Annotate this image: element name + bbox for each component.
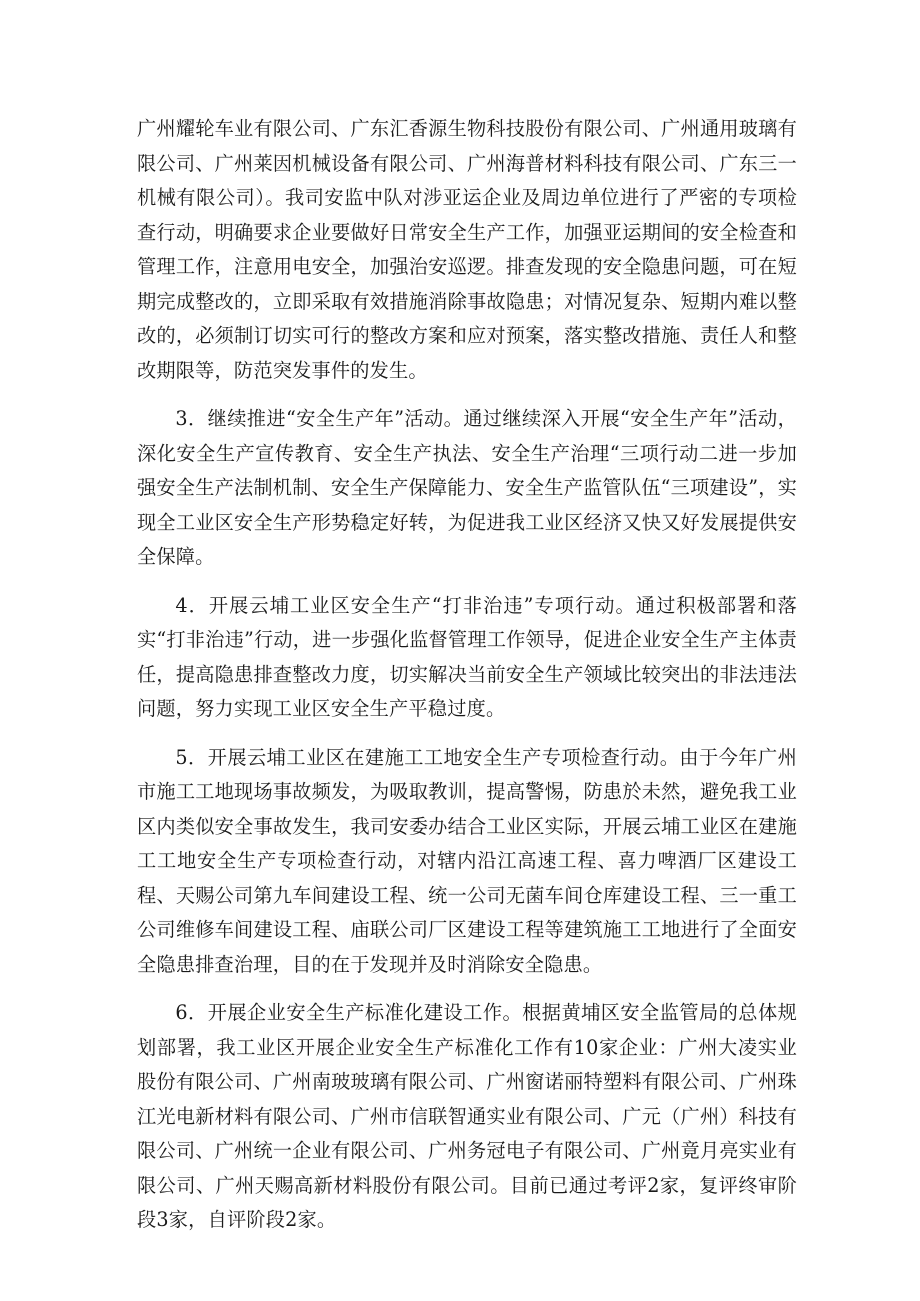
paragraph-item-4: 4．开展云埔工业区安全生产“打非治违”专项行动。通过积极部署和落实“打非治违”行动，进一步强化监督管理工作领导，促进企业安全生产主体责任，提高隐患排查整改力度，切实解决当前安全生产领域比较突出的非法违法问题，努力实现工业区安全生产平稳过度。 [137, 593, 797, 720]
paragraph-continuation: 广州耀轮车业有限公司、广东汇香源生物科技股份有限公司、广州通用玻璃有限公司、广州莱因机械设备有限公司、广州海普材料科技有限公司、广东三一机械有限公司）。我司安监中队对涉亚运企业及周边单位进行了严密的专项检查行动，明确要求企业要做好日常安全生产工作，加强亚运期间的安全检查和管理工作，注意用电安全，加强治安巡逻。排查发现的安全隐患问题，可在短期完成整改的，立即采取有效措施消除事故隐患；对情况复杂、短期内难以整改的，必须制订切实可行的整改方案和应对预案，落实整改措施、责任人和整改期限等，防范突发事件的发生。 [137, 117, 797, 382]
paragraph-item-5: 5．开展云埔工业区在建施工工地安全生产专项检查行动。由于今年广州市施工工地现场事故频发，为吸取教训，提高警惕，防患於未然，避免我工业区内类似安全事故发生，我司安委办结合工业区实际，开展云埔工业区在建施工工地安全生产专项检查行动，对辖内沿江高速工程、喜力啤酒厂区建设工程、天赐公司第九车间建设工程、统一公司无菌车间仓库建设工程、三一重工公司维修车间建设工程、庙联公司厂区建设工程等建筑施工工地进行了全面安全隐患排查治理，目的在于发现并及时消除安全隐患。 [137, 745, 797, 976]
document-body [137, 112, 797, 1252]
paragraph-item-3: 3．继续推进“安全生产年”活动。通过继续深入开展“安全生产年”活动，深化安全生产宣传教育、安全生产执法、安全生产治理“三项行动二进一步加强安全生产法制机制、安全生产保障能力、安全生产监管队伍“三项建设”，实现全工业区安全生产形势稳定好转，为促进我工业区经济又快又好发展提供安全保障。 [137, 407, 797, 568]
paragraph-item-6: 6．开展企业安全生产标准化建设工作。根据黄埔区安全监管局的总体规划部署，我工业区开展企业安全生产标准化工作有10家企业：广州大凌实业股份有限公司、广州南玻玻璃有限公司、广州窗诺丽特塑料有限公司、广州珠江光电新材料有限公司、广州市信联智通实业有限公司、广元（广州）科技有限公司、广州统一企业有限公司、广州务冠电子有限公司、广州竟月亮实业有限公司、广州天赐高新材料股份有限公司。目前已通过考评2家，复评终审阶段3家，自评阶段2家。 [137, 1001, 797, 1231]
